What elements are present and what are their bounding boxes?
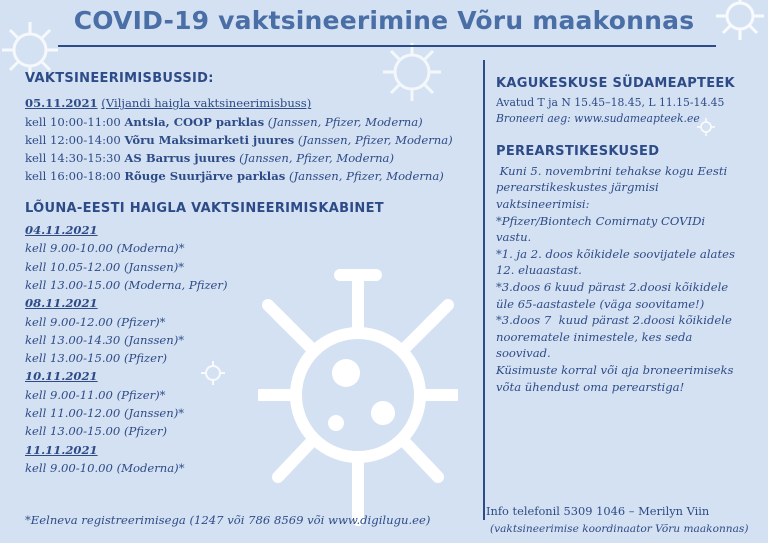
right-column bbox=[496, 76, 758, 395]
contact-sub: (vaktsineerimise koordinaator Võru maakonnas) bbox=[490, 523, 749, 535]
bus-stop-row bbox=[25, 131, 480, 149]
bus-stop-time: kell 10:00-11:00 bbox=[25, 114, 121, 129]
hospital-slot: kell 11.00-12.00 (Janssen)* bbox=[25, 406, 185, 421]
bus-stop-place: Rõuge Suurjärve parklas bbox=[124, 169, 286, 184]
title-divider bbox=[58, 45, 716, 47]
hospital-slot: kell 13.00-14.30 (Janssen)* bbox=[25, 332, 185, 347]
hospital-heading: LÕUNA-EESTI HAIGLA VAKTSINEERIMISKABINET bbox=[25, 200, 384, 216]
gp-info-line: noorematele inimestele, kes seda bbox=[496, 329, 693, 344]
gp-info-line: 12. eluaastast. bbox=[496, 263, 582, 278]
column-divider bbox=[483, 60, 485, 520]
hospital-slot: kell 10.05-12.00 (Janssen)* bbox=[25, 259, 185, 274]
hospital-schedule bbox=[25, 221, 480, 477]
bus-stop-vaccines: (Janssen, Pfizer, Moderna) bbox=[239, 151, 394, 166]
contact-line: Info telefonil 5309 1046 – Merilyn Viin bbox=[486, 504, 710, 518]
bus-stop-row bbox=[25, 113, 480, 131]
hospital-slot: kell 9.00-10.00 (Moderna)* bbox=[25, 460, 185, 475]
gp-info-line: vaktsineerimisi: bbox=[496, 196, 590, 211]
bus-stop-place: Antsla, COOP parklas bbox=[124, 114, 265, 129]
bus-date-note: (Viljandi haigla vaktsineerimisbuss) bbox=[101, 96, 312, 111]
hospital-slot: kell 9.00-10.00 (Moderna)* bbox=[25, 241, 185, 256]
hospital-date: 04.11.2021 bbox=[25, 223, 98, 238]
bus-date: 05.11.2021 bbox=[25, 96, 98, 111]
bus-stop-row bbox=[25, 149, 480, 167]
gp-info-line: *1. ja 2. doos kõikidele soovijatele alates bbox=[496, 246, 735, 261]
gp-info-line: *3.doos 7 kuud pärast 2.doosi kõikidele bbox=[496, 313, 732, 328]
bus-stop-vaccines: (Janssen, Pfizer, Moderna) bbox=[288, 169, 444, 184]
gp-info-line: *Pfizer/Biontech Comirnaty COVIDi bbox=[496, 213, 706, 228]
pharmacy-hours: Avatud T ja N 15.45–18.45, L 11.15-14.45 bbox=[496, 95, 725, 109]
gp-info bbox=[496, 163, 758, 395]
pharmacy-booking: Broneeri aeg: www.sudameapteek.ee bbox=[496, 112, 700, 126]
gp-info-line: vastu. bbox=[496, 230, 532, 245]
bus-stop-time: kell 12:00-14:00 bbox=[25, 132, 121, 147]
pharmacy-heading: KAGUKESKUSE SÜDAMEAPTEEK bbox=[496, 76, 735, 91]
bus-stop-vaccines: (Janssen, Pfizer, Moderna) bbox=[267, 114, 423, 129]
page-title: COVID-19 vaktsineerimine Võru maakonnas bbox=[73, 6, 695, 35]
bus-stop-list bbox=[25, 113, 480, 186]
hospital-date: 10.11.2021 bbox=[25, 369, 98, 384]
hospital-slot: kell 13.00-15.00 (Pfizer) bbox=[25, 424, 168, 439]
gp-info-line: Kuni 5. novembrini tehakse kogu Eesti bbox=[496, 163, 728, 178]
bus-stop-time: kell 16:00-18:00 bbox=[25, 169, 121, 184]
hospital-slot: kell 9.00-12.00 (Pfizer)* bbox=[25, 314, 166, 329]
hospital-date: 08.11.2021 bbox=[25, 296, 98, 311]
bus-date-row bbox=[25, 94, 480, 112]
hospital-date: 11.11.2021 bbox=[25, 442, 98, 457]
hospital-slot: kell 13.00-15.00 (Pfizer) bbox=[25, 351, 168, 366]
buses-heading: VAKTSINEERIMISBUSSID: bbox=[25, 71, 214, 86]
bus-stop-row bbox=[25, 167, 480, 185]
gp-info-line: perearstikeskustes järgmisi bbox=[496, 180, 659, 195]
contact-info bbox=[486, 502, 749, 538]
gp-info-line: võta ühendust oma perearstiga! bbox=[496, 379, 685, 394]
bus-stop-vaccines: (Janssen, Pfizer, Moderna) bbox=[297, 132, 453, 147]
gp-info-line: soovivad. bbox=[496, 346, 551, 361]
gp-info-line: Küsimuste korral või aja broneerimiseks bbox=[496, 362, 734, 377]
bus-stop-place: AS Barrus juures bbox=[124, 151, 236, 166]
hospital-slot: kell 9.00-11.00 (Pfizer)* bbox=[25, 387, 166, 402]
gp-info-line: üle 65-aastastele (väga soovitame!) bbox=[496, 296, 705, 311]
registration-footnote: *Eelneva registreerimisega (1247 või 786 8569 või www.digilugu.ee) bbox=[25, 513, 431, 527]
bus-stop-place: Võru Maksimarketi juures bbox=[124, 132, 295, 147]
bus-stop-time: kell 14:30-15:30 bbox=[25, 151, 121, 166]
gp-heading: PEREARSTIKESKUSED bbox=[496, 144, 660, 160]
left-column bbox=[25, 70, 480, 477]
gp-info-line: *3.doos 6 kuud pärast 2.doosi kõikidele bbox=[496, 279, 729, 294]
hospital-slot: kell 13.00-15.00 (Moderna, Pfizer) bbox=[25, 277, 228, 292]
